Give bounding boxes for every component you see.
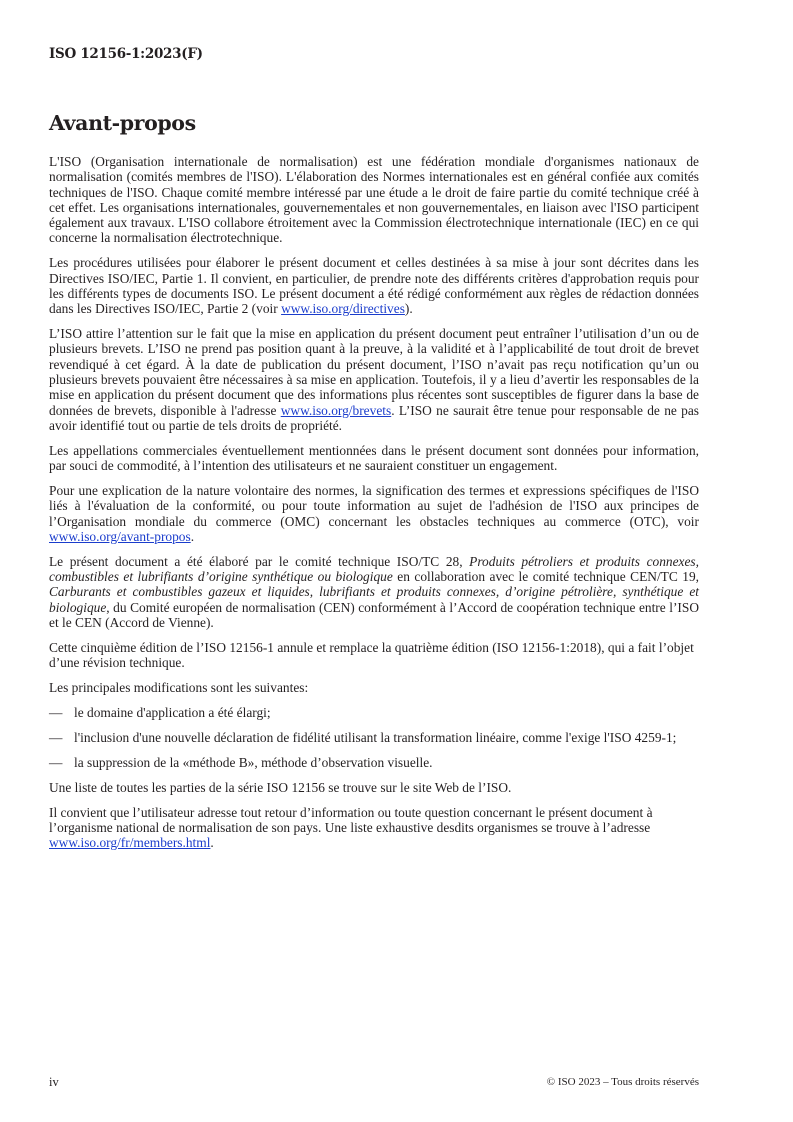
dash-bullet: — (49, 729, 63, 745)
committee-title-cen: Carburants et combustibles gazeux et liquides, lubrifiants et produits connexes, d’origine pétrolière, synthétique et biologique (49, 584, 699, 615)
text: Le présent document a été élaboré par le comité technique ISO/TC 28, (49, 553, 470, 569)
link-members[interactable]: www.iso.org/fr/members.html (49, 835, 211, 851)
link-directives[interactable]: www.iso.org/directives (281, 301, 405, 317)
text: Il convient que l’utilisateur adresse tout retour d’information ou toute question concernant le présent document à l’organisme national de normalisation de son pays. Une liste exhaustive desdits organismes se trouve à l’adresse (49, 804, 653, 835)
paragraph-series-list: Une liste de toutes les parties de la série ISO 12156 se trouve sur le site Web de l’ISO. (49, 779, 512, 795)
paragraph-feedback (49, 805, 699, 851)
dash-bullet: — (49, 754, 63, 770)
list-item-text: l'inclusion d'une nouvelle déclaration de fidélité utilisant la transformation linéaire, comme l'exige l'ISO 4259-1; (74, 729, 677, 745)
list-item-text: la suppression de la «méthode B», méthode d’observation visuelle. (74, 754, 433, 770)
text: . (210, 835, 214, 851)
document-id: ISO 12156-1:2023(F) (49, 46, 203, 62)
paragraph-trade-names: Les appellations commerciales éventuellement mentionnées dans le présent document sont données pour information, par souci de commodité, à l’intention des utilisateurs et ne sauraient constituer un engagement. (49, 442, 699, 474)
paragraph-changes-intro: Les principales modifications sont les suivantes: (49, 680, 309, 696)
text: . (190, 528, 195, 544)
paragraph-committee (49, 554, 699, 630)
text: Pour une explication de la nature volontaire des normes, la signification des termes et expressions spécifiques de l'ISO liés à l'évaluation de la conformité, ou pour toute information au sujet de l'adhésion de l'ISO aux principes de l’Organisation mondiale du commerce (OMC) concernant les obstacles techniques au commerce (OTC), voir (49, 483, 699, 529)
text: ). (404, 301, 413, 317)
committee-title-iso: Produits pétroliers et produits connexes, combustibles et lubrifiants d’origine synthétique ou biologique (49, 553, 699, 585)
list-item (49, 730, 699, 745)
link-avant-propos[interactable]: www.iso.org/avant-propos (49, 528, 191, 544)
text: L’ISO attire l’attention sur le fait que la mise en application du présent document peut entraîner l’utilisation d’un ou de plusieurs brevets. L’ISO ne prend pas position quant à la preuve, à la validité et à l’applicabilité de tout droit de brevet revendiqué à cet égard. À la date de publication du présent document, l’ISO n’avait pas reçu notification qu’un ou plusieurs brevets pouvaient être nécessaires à sa mise en application. Toutefois, il y a lieu d’avertir les responsables de la mise en application du présent document que des informations plus récentes sont susceptibles de figurer dans la base de données de brevets, disponible à l'adresse (49, 326, 699, 418)
dash-bullet: — (49, 704, 63, 720)
list-item (49, 755, 699, 770)
paragraph-procedures (49, 255, 699, 316)
text: en collaboration avec le comité technique CEN/TC 19, (392, 569, 699, 585)
paragraph-edition: Cette cinquième édition de l’ISO 12156-1 annule et remplace la quatrième édition (ISO 12156-1:2018), qui a fait l’objet d’une révision technique. (49, 639, 694, 671)
page-number: iv (49, 1075, 59, 1089)
paragraph-iso-intro: L'ISO (Organisation internationale de normalisation) est une fédération mondiale d'organismes nationaux de normalisation (comités membres de l'ISO). L'élaboration des Normes internationales est en général confiée aux comités techniques de l'ISO. Chaque comité membre intéressé par une étude a le droit de faire partie du comité technique créé à cet effet. Les organisations internationales, gouvernementales et non gouvernementales, en liaison avec l'ISO participent également aux travaux. L'ISO collabore étroitement avec la Commission électrotechnique internationale (IEC) en ce qui concerne la normalisation électrotechnique. (49, 154, 699, 246)
copyright-notice: © ISO 2023 – Tous droits réservés (546, 1076, 699, 1088)
link-brevets[interactable]: www.iso.org/brevets (280, 402, 392, 418)
paragraph-voluntary-nature (49, 483, 699, 544)
document-body (49, 154, 699, 860)
text: . L’ISO ne saurait être tenue pour responsable de ne pas avoir identifié tout ou partie de tels droits de propriété. (49, 402, 700, 433)
text: Les procédures utilisées pour élaborer le présent document et celles destinées à sa mise à jour sont décrites dans les Directives ISO/IEC, Partie 1. Il convient, en particulier, de prendre note des différents critères d'approbation requis pour les différents types de documents ISO. Le présent document a été rédigé conformément aux règles de rédaction données dans les Directives ISO/IEC, Partie 2 (voir (49, 255, 699, 317)
list-item (49, 705, 699, 720)
paragraph-patents (49, 326, 699, 433)
text: , du Comité européen de normalisation (CEN) conformément à l’Accord de coopération technique entre l’ISO et le CEN (Accord de Vienne). (49, 599, 699, 630)
list-item-text: le domaine d'application a été élargi; (74, 704, 271, 720)
page-title: Avant-propos (49, 111, 196, 135)
